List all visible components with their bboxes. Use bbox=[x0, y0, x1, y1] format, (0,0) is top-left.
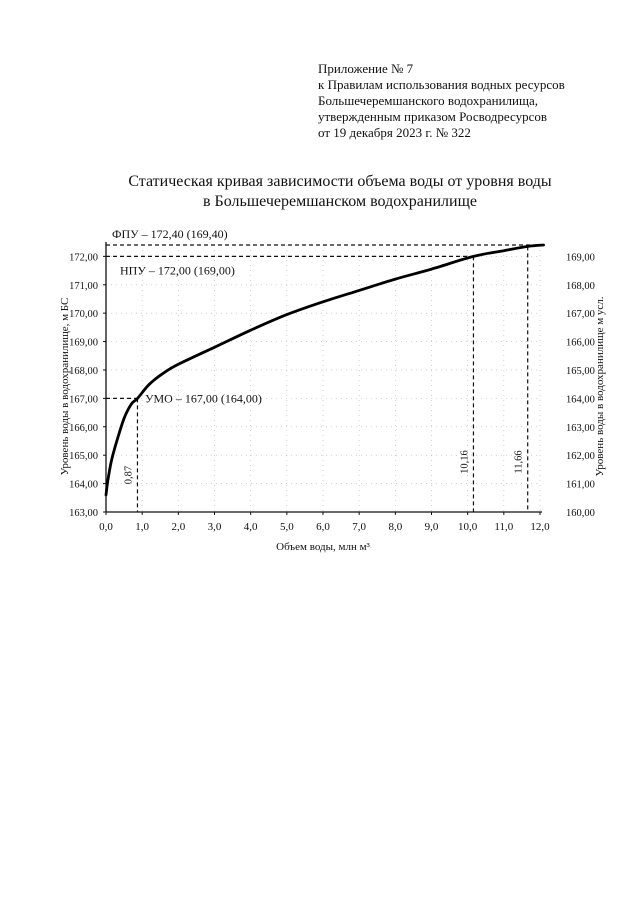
y-tick-label: 168,00 bbox=[69, 365, 98, 377]
y2-tick-label: 163,00 bbox=[566, 422, 595, 434]
y2-tick-label: 160,00 bbox=[566, 508, 595, 519]
grid bbox=[106, 245, 540, 512]
x-tick-label: 11,0 bbox=[494, 521, 514, 533]
y-tick-label: 172,00 bbox=[69, 252, 98, 264]
x-axis-title: Объем воды, млн м³ bbox=[276, 541, 370, 553]
appendix-line-3: Большечеремшанского водохранилища, bbox=[318, 93, 539, 108]
x-tick-label: 1,0 bbox=[135, 521, 150, 533]
y2-tick-label: 161,00 bbox=[566, 479, 595, 491]
y-axis-title: Уровень воды в водохранилище, м БС bbox=[59, 297, 71, 476]
umo-volume-label: 0,87 bbox=[123, 465, 135, 485]
y-tick-label: 164,00 bbox=[69, 479, 98, 491]
y2-tick-label: 165,00 bbox=[566, 365, 595, 377]
umo-label: УМО – 167,00 (164,00) bbox=[145, 391, 262, 406]
npu-label: НПУ – 172,00 (169,00) bbox=[120, 263, 235, 278]
axes bbox=[103, 242, 542, 515]
y2-axis-title: Уровень воды в водохранилище м усл. bbox=[594, 296, 606, 477]
x-tick-label: 2,0 bbox=[171, 521, 186, 533]
y-tick-label: 169,00 bbox=[69, 337, 98, 349]
x-tick-label: 5,0 bbox=[279, 521, 294, 533]
x-tick-label: 6,0 bbox=[316, 521, 330, 533]
x-tick-label: 10,0 bbox=[458, 521, 478, 533]
x-tick-label: 4,0 bbox=[243, 521, 258, 533]
x-tick-label: 8,0 bbox=[388, 521, 403, 533]
chart-title-line-2: в Большечеремшанском водохранилище bbox=[203, 193, 477, 210]
y2-tick-label: 166,00 bbox=[566, 337, 595, 349]
y-tick-label: 163,00 bbox=[69, 508, 98, 519]
appendix-line-5: от 19 декабря 2023 г. № 322 bbox=[318, 125, 471, 140]
npu-volume-label: 10,16 bbox=[459, 450, 471, 474]
x-tick-label: 12,0 bbox=[530, 521, 550, 533]
y-tick-label: 167,00 bbox=[69, 394, 98, 406]
labels bbox=[59, 227, 606, 553]
fpu-label: ФПУ – 172,40 (169,40) bbox=[112, 227, 228, 241]
y-tick-label: 170,00 bbox=[69, 309, 98, 321]
y-tick-label: 166,00 bbox=[69, 422, 98, 434]
y2-tick-label: 169,00 bbox=[566, 252, 595, 264]
y2-tick-label: 167,00 bbox=[566, 309, 595, 321]
fpu-volume-label: 11,66 bbox=[513, 450, 525, 474]
y-tick-label: 165,00 bbox=[69, 451, 98, 463]
x-tick-label: 9,0 bbox=[424, 521, 439, 533]
y2-tick-label: 162,00 bbox=[566, 451, 595, 463]
y2-tick-label: 168,00 bbox=[566, 280, 595, 292]
x-tick-label: 3,0 bbox=[207, 521, 222, 533]
y-tick-label: 171,00 bbox=[69, 280, 98, 292]
appendix-line-2: к Правилам использования водных ресурсов bbox=[318, 77, 565, 92]
y2-tick-label: 164,00 bbox=[566, 394, 595, 406]
x-tick-label: 7,0 bbox=[352, 521, 367, 533]
appendix-line-4: утвержденным приказом Росводресурсов bbox=[318, 109, 547, 124]
chart-title-line-1: Статическая кривая зависимости объема воды от уровня воды bbox=[128, 173, 552, 190]
appendix-line-1: Приложение № 7 bbox=[318, 61, 414, 76]
x-tick-label: 0,0 bbox=[99, 521, 113, 533]
